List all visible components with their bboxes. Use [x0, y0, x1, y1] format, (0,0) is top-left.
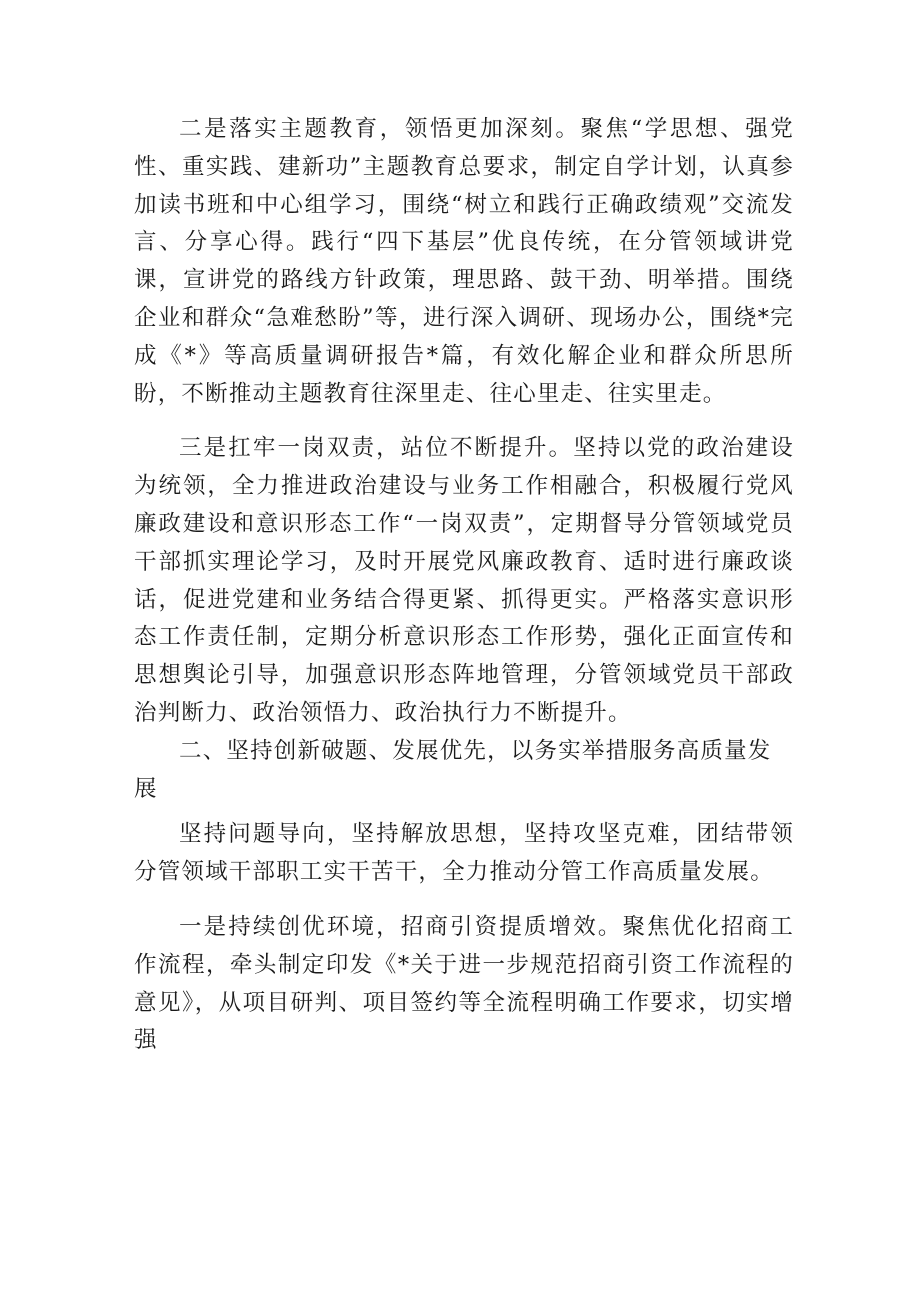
paragraph-theme-education: 二是落实主题教育，领悟更加深刻。聚焦“学思想、强党性、重实践、建新功”主题教育总要求，制定自学计划，认真参加读书班和中心组学习，围绕“树立和践行正确政绩观”交流发言、分享心得。践行“四下基层”优良传统，在分管领域讲党课，宣讲党的路线方针政策，理思路、鼓干劲、明举措。围绕企业和群众“急难愁盼”等，进行深入调研、现场办公，围绕*完成《*》等高质量调研报告*篇，有效化解企业和群众所思所盼，不断推动主题教育往深里走、往心里走、往实里走。 — [134, 116, 794, 407]
document-body — [134, 111, 794, 1060]
paragraph-dual-responsibility: 三是扛牢一岗双责，站位不断提升。坚持以党的政治建设为统领，全力推进政治建设与业务工作相融合，积极履行党风廉政建设和意识形态工作“一岗双责”，定期督导分管领域党员干部抓实理论学习，及时开展党风廉政教育、适时进行廉政谈话，促进党建和业务结合得更紧、抓得更实。严格落实意识形态工作责任制，定期分析意识形态工作形势，强化正面宣传和思想舆论引导，加强意识形态阵地管理，分管领域党员干部政治判断力、政治领悟力、政治执行力不断提升。 — [134, 435, 794, 726]
section-heading: 二、坚持创新破题、发展优先，以务实举措服务高质量发展 — [134, 737, 772, 802]
paragraph-investment: 一是持续创优环境，招商引资提质增效。聚焦优化招商工作流程，牵头制定印发《*关于进一步规范招商引资工作流程的意见》，从项目研判、项目签约等全流程明确工作要求，切实增强 — [134, 913, 794, 1054]
paragraph-section-intro: 坚持问题导向，坚持解放思想，坚持攻坚克难，团结带领分管领域干部职工实干苦干，全力推动分管工作高质量发展。 — [134, 821, 794, 886]
